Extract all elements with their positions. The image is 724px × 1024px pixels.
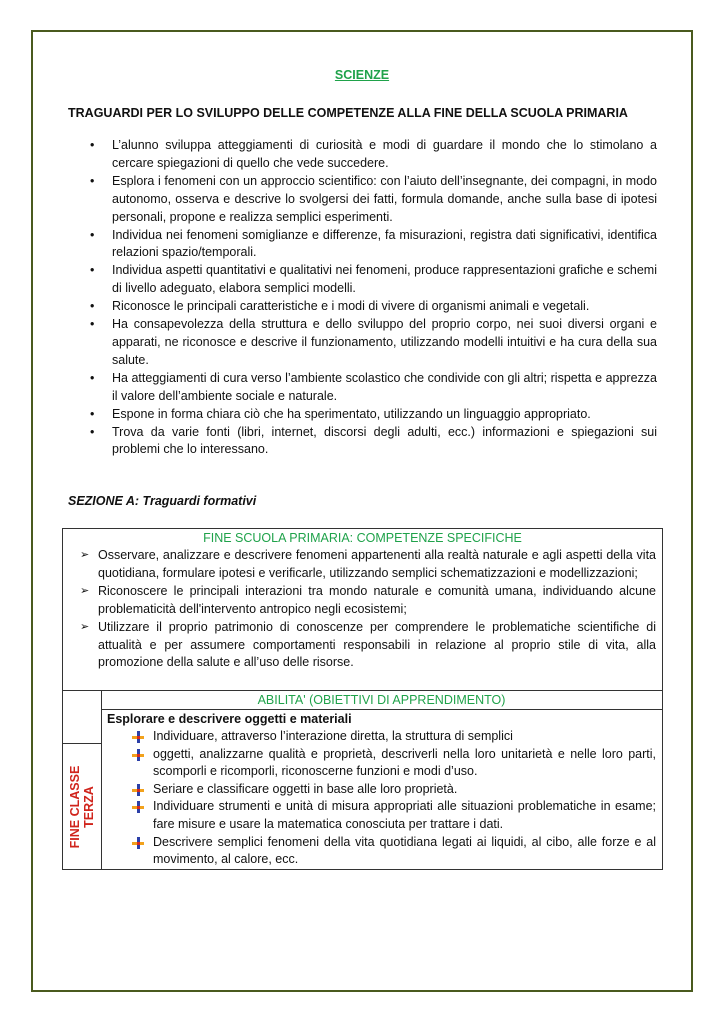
list-item xyxy=(131,746,656,781)
list-item: • Ha atteggiamenti di cura verso l’ambiente scolastico che condivide con gli altri; rispetta e apprezza il valore dell’ambiente sociale e naturale. xyxy=(92,370,657,406)
side-label-cell xyxy=(63,744,101,870)
list-item-text: Seriare e classificare oggetti in base alle loro proprietà. xyxy=(153,781,458,796)
list-item: • L’alunno sviluppa atteggiamenti di curiosità e modi di guardare il mondo che lo stimolano a cercare spiegazioni di quello che vede succedere. xyxy=(92,137,657,173)
list-item xyxy=(131,834,656,869)
side-label: FINE CLASSE TERZA xyxy=(68,765,96,849)
list-item xyxy=(131,798,656,833)
bullet-marker-icon xyxy=(131,784,145,796)
list-item: • Trova da varie fonti (libri, internet, discorsi degli adulti, ecc.) informazioni e spiegazioni sui problemi che lo interessano. xyxy=(92,424,657,460)
list-item xyxy=(131,781,656,799)
competenze-list xyxy=(81,547,656,672)
list-item: • Individua aspetti quantitativi e qualitativi nei fenomeni, produce rappresentazioni grafiche e schemi di livello adeguato, elabora semplici modelli. xyxy=(92,262,657,298)
page-title: SCIENZE xyxy=(334,68,390,82)
list-item: ➢ Osservare, analizzare e descrivere fenomeni appartenenti alla realtà naturale e agli aspetti della vita quotidiana, formulare ipotesi e verificarle, utilizzando semplici schematizzazioni e modellizzazioni; xyxy=(81,547,656,583)
table-column-divider xyxy=(101,690,102,869)
list-item: • Riconosce le principali caratteristiche e i modi di vivere di organismi animali e vegetali. xyxy=(92,298,657,316)
table-header-competenze: FINE SCUOLA PRIMARIA: COMPETENZE SPECIFICHE xyxy=(203,531,522,545)
list-item-text: Descrivere semplici fenomeni della vita quotidiana legati ai liquidi, al cibo, alle forze e al movimento, al calore, ecc. xyxy=(153,834,656,867)
table-divider xyxy=(101,709,662,710)
traguardi-list xyxy=(92,137,657,459)
bullet-marker-icon xyxy=(131,731,145,743)
abilita-list xyxy=(131,728,656,869)
list-item-text: Individuare, attraverso l’interazione diretta, la struttura di semplici xyxy=(153,729,513,743)
list-item-text: oggetti, analizzarne qualità e proprietà, descriverli nella loro unitarietà e nelle loro parti, scomporli e ricomporli, riconoscerne funzioni e modi d’uso. xyxy=(153,746,656,779)
list-item: • Esplora i fenomeni con un approccio scientifico: con l’aiuto dell’insegnante, dei compagni, in modo autonomo, osserva e descrive lo svolgersi dei fatti, formula domande, anche sulla base di ipotesi personali, propone e realizza semplici esperimenti. xyxy=(92,173,657,227)
list-item: ➢ Riconoscere le principali interazioni tra mondo naturale e comunità umana, individuando alcune problematicità dell'intervento antropico negli ecosistemi; xyxy=(81,583,656,619)
list-item xyxy=(131,728,656,746)
section-subtitle: TRAGUARDI PER LO SVILUPPO DELLE COMPETENZE ALLA FINE DELLA SCUOLA PRIMARIA xyxy=(68,106,628,120)
abilita-subtitle: Esplorare e descrivere oggetti e materiali xyxy=(107,712,352,726)
bullet-marker-icon xyxy=(131,837,145,849)
list-item: • Ha consapevolezza della struttura e dello sviluppo del proprio corpo, nei suoi diversi organi e apparati, ne riconosce e descrive il funzionamento, utilizzando modelli intuitivi e ha cura della sua salute. xyxy=(92,316,657,370)
bullet-marker-icon xyxy=(131,801,145,813)
list-item: • Individua nei fenomeni somiglianze e differenze, fa misurazioni, registra dati significativi, identifica relazioni spazio/temporali. xyxy=(92,227,657,263)
bullet-marker-icon xyxy=(131,749,145,761)
list-item-text: Individuare strumenti e unità di misura appropriati alle situazioni problematiche in esame; fare misure e usare la matematica conosciuta per trattare i dati. xyxy=(153,799,656,831)
list-item: ➢ Utilizzare il proprio patrimonio di conoscenze per comprendere le problematiche scientifiche di attualità e per assumere comportamenti responsabili in relazione al proprio stile di vita, alla promozione della salute e all’uso delle risorse. xyxy=(81,619,656,673)
table-header-abilita: ABILITA' (OBIETTIVI DI APPRENDIMENTO) xyxy=(257,693,506,707)
section-a-title: SEZIONE A: Traguardi formativi xyxy=(68,494,257,508)
list-item: • Espone in forma chiara ciò che ha sperimentato, utilizzando un linguaggio appropriato. xyxy=(92,406,657,424)
competenze-table xyxy=(62,528,663,870)
